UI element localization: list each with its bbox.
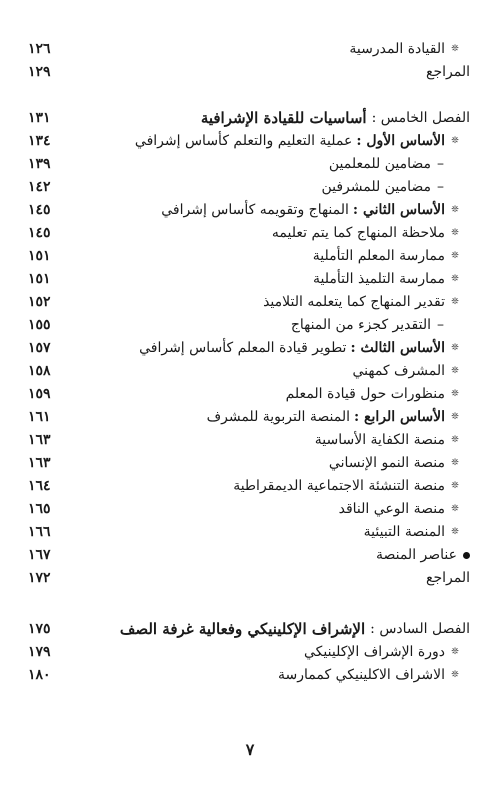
toc-row xyxy=(28,314,470,337)
table-of-contents xyxy=(28,38,470,687)
toc-chapter-row xyxy=(28,618,470,641)
toc-page-number: ١٤٥ xyxy=(28,225,51,241)
toc-page-number: ١٨٠ xyxy=(28,667,51,683)
toc-entry-text: دورة الإشراف الإكلينيكي xyxy=(304,644,445,660)
toc-entry xyxy=(304,641,470,664)
toc-entry xyxy=(201,107,470,130)
toc-entry-text: عملية التعليم والتعلم كأساس إشرافي xyxy=(134,133,353,149)
toc-entry xyxy=(207,406,470,429)
toc-row xyxy=(28,176,470,199)
toc-page-number: ١٥٩ xyxy=(28,386,51,402)
chapter-title: الإشراف الإكلينيكي وفعالية غرفة الصف xyxy=(119,620,366,638)
star-bullet-icon: ❊ xyxy=(451,366,459,376)
toc-row xyxy=(28,641,470,664)
star-bullet-icon: ❊ xyxy=(451,251,459,261)
toc-page-number: ١٥٥ xyxy=(28,317,51,333)
dash-marker: – xyxy=(437,156,444,172)
dash-marker: – xyxy=(437,179,444,195)
chapter-title: أساسيات للقيادة الإشرافية xyxy=(200,109,367,127)
toc-entry xyxy=(135,130,470,153)
toc-row xyxy=(28,664,470,687)
toc-page-number: ١٢٩ xyxy=(28,64,51,80)
toc-row xyxy=(28,222,470,245)
toc-row xyxy=(28,521,470,544)
toc-entry-text: المشرف كمهني xyxy=(352,363,445,379)
toc-row xyxy=(28,199,470,222)
toc-entry xyxy=(313,268,470,291)
toc-page-number: ١٣٩ xyxy=(28,156,51,172)
toc-page-number: ١٧٩ xyxy=(28,644,51,660)
toc-row xyxy=(28,38,470,61)
toc-page-number: ١٥١ xyxy=(28,248,51,264)
toc-entry xyxy=(426,567,470,590)
section-label: الأساس الرابع : xyxy=(354,409,445,425)
toc-page-number: ١٧٢ xyxy=(28,570,51,586)
toc-entry xyxy=(272,222,470,245)
toc-row xyxy=(28,406,470,429)
toc-row xyxy=(28,291,470,314)
toc-entry xyxy=(364,521,470,544)
toc-entry xyxy=(313,245,470,268)
toc-entry xyxy=(120,618,470,641)
toc-row xyxy=(28,498,470,521)
star-bullet-icon: ❊ xyxy=(451,647,459,657)
toc-entry-text: المنصة التربوية للمشرف xyxy=(206,409,350,425)
toc-entry-text: منظورات حول قيادة المعلم xyxy=(285,386,445,402)
toc-entry-text: التقدير كجزء من المنهاج xyxy=(290,317,431,333)
star-bullet-icon: ❊ xyxy=(451,228,459,238)
star-bullet-icon: ❊ xyxy=(451,343,459,353)
toc-row xyxy=(28,452,470,475)
toc-entry-text: منصة التنشئة الاجتماعية الديمقراطية xyxy=(233,478,445,494)
star-bullet-icon: ❊ xyxy=(451,274,459,284)
toc-entry xyxy=(329,153,470,176)
toc-entry-text: المراجع xyxy=(426,64,470,80)
toc-row xyxy=(28,429,470,452)
toc-entry xyxy=(426,61,470,84)
toc-entry-text: مضامين للمعلمين xyxy=(328,156,431,172)
toc-entry-text: ممارسة التلميذ التأملية xyxy=(313,271,445,287)
toc-row xyxy=(28,475,470,498)
toc-entry xyxy=(349,38,470,61)
toc-row xyxy=(28,153,470,176)
toc-page-number: ١٤٢ xyxy=(28,179,51,195)
toc-page-number: ١٦٦ xyxy=(28,524,51,540)
toc-page-number: ١٥٢ xyxy=(28,294,51,310)
toc-page-number: ١٦٤ xyxy=(28,478,51,494)
toc-row xyxy=(28,268,470,291)
section-label: الأساس الثالث : xyxy=(350,340,445,356)
star-bullet-icon: ❊ xyxy=(451,297,459,307)
toc-entry xyxy=(321,176,470,199)
toc-entry xyxy=(376,544,470,567)
toc-page-number: ١٦١ xyxy=(28,409,51,425)
toc-entry-text: منصة الوعي الناقد xyxy=(338,501,445,517)
toc-entry-text: القيادة المدرسية xyxy=(349,41,445,57)
chapter-label: الفصل السادس : xyxy=(370,621,470,637)
toc-entry xyxy=(329,452,470,475)
toc-entry xyxy=(263,291,470,314)
toc-entry-text: تطوير قيادة المعلم كأساس إشرافي xyxy=(139,340,347,356)
star-bullet-icon: ❊ xyxy=(451,44,459,54)
toc-row xyxy=(28,130,470,153)
chapter-label: الفصل الخامس : xyxy=(371,110,470,126)
star-bullet-icon: ❊ xyxy=(451,504,459,514)
toc-page-number: ١٦٣ xyxy=(28,432,51,448)
toc-entry xyxy=(286,383,470,406)
toc-row xyxy=(28,567,470,590)
toc-entry-text: منصة النمو الإنساني xyxy=(328,455,445,471)
toc-entry-text: المراجع xyxy=(426,570,470,586)
toc-entry xyxy=(352,360,470,383)
toc-entry-text: ملاحظة المنهاج كما يتم تعليمه xyxy=(271,225,445,241)
dash-marker: – xyxy=(437,317,444,333)
toc-page-number: ١٤٥ xyxy=(28,202,51,218)
toc-entry xyxy=(278,664,470,687)
section-label: الأساس الأول : xyxy=(356,133,445,149)
toc-row xyxy=(28,544,470,567)
dot-bullet-icon xyxy=(463,552,470,559)
star-bullet-icon: ❊ xyxy=(451,481,459,491)
star-bullet-icon: ❊ xyxy=(451,435,459,445)
toc-entry xyxy=(291,314,470,337)
toc-entry xyxy=(315,429,470,452)
toc-entry xyxy=(139,337,470,360)
star-bullet-icon: ❊ xyxy=(451,412,459,422)
toc-entry-text: منصة الكفاية الأساسية xyxy=(314,432,445,448)
toc-page-number: ١٦٣ xyxy=(28,455,51,471)
toc-row xyxy=(28,61,470,84)
star-bullet-icon: ❊ xyxy=(451,527,459,537)
toc-row xyxy=(28,360,470,383)
toc-page-number: ١٣١ xyxy=(28,110,51,126)
toc-page-number: ١٦٥ xyxy=(28,501,51,517)
star-bullet-icon: ❊ xyxy=(451,389,459,399)
toc-row xyxy=(28,337,470,360)
toc-page-number: ١٥٧ xyxy=(28,340,51,356)
toc-page-number: ١٥١ xyxy=(28,271,51,287)
toc-entry xyxy=(161,199,470,222)
toc-page-number: ١٢٦ xyxy=(28,41,51,57)
star-bullet-icon: ❊ xyxy=(451,136,459,146)
page-folio-number: ٧ xyxy=(245,740,255,759)
toc-page-number: ١٦٧ xyxy=(28,547,51,563)
toc-page-number: ١٣٤ xyxy=(28,133,51,149)
toc-entry xyxy=(233,475,470,498)
toc-row xyxy=(28,245,470,268)
toc-entry-text: الاشراف الاكلينيكي كممارسة xyxy=(278,667,445,683)
star-bullet-icon: ❊ xyxy=(451,458,459,468)
toc-entry-text: المنصة التبيئية xyxy=(363,524,445,540)
toc-page-number: ١٧٥ xyxy=(28,621,51,637)
star-bullet-icon: ❊ xyxy=(451,670,459,680)
star-bullet-icon: ❊ xyxy=(451,205,459,215)
toc-page-number: ١٥٨ xyxy=(28,363,51,379)
toc-entry-text: تقدير المنهاج كما يتعلمه التلاميذ xyxy=(263,294,445,310)
toc-entry-text: عناصر المنصة xyxy=(375,547,457,563)
toc-entry xyxy=(339,498,470,521)
toc-chapter-row xyxy=(28,107,470,130)
toc-entry-text: مضامين للمشرفين xyxy=(321,179,431,195)
section-label: الأساس الثاني : xyxy=(352,202,445,218)
toc-entry-text: ممارسة المعلم التأملية xyxy=(312,248,445,264)
toc-entry-text: المنهاج وتقويمه كأساس إشرافي xyxy=(161,202,349,218)
toc-row xyxy=(28,383,470,406)
